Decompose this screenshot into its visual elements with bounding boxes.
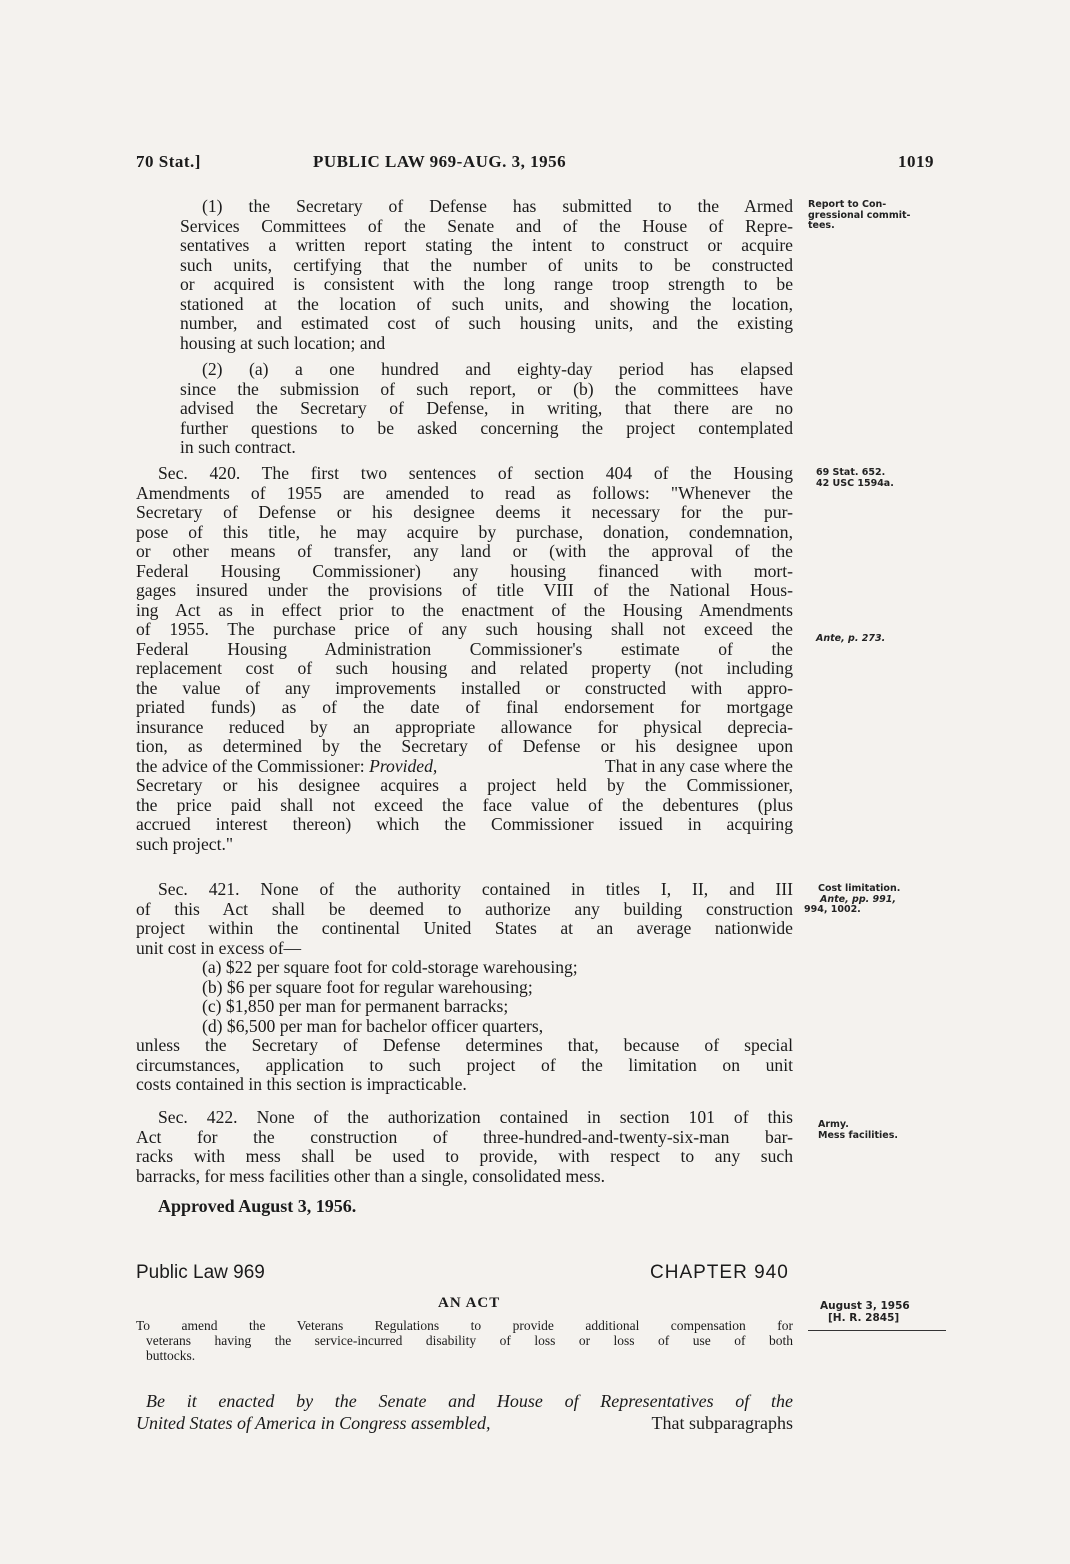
text-line xyxy=(136,1412,793,1434)
note-line: gressional commit- xyxy=(808,209,911,221)
note-line: Army. xyxy=(818,1119,849,1130)
text-line: circumstances, application to such project of the limitation on unit xyxy=(136,1054,793,1075)
text-line: Federal Housing Administration Commissioner's estimate of the xyxy=(136,638,793,659)
note-line: Mess facilities. xyxy=(818,1129,898,1141)
text-line: of this Act shall be deemed to authorize any building construction xyxy=(136,898,793,919)
enact-italic: United States of America in Congress assembled, xyxy=(136,1413,491,1433)
text-line: Services Committees of the Senate and of the House of Repre- xyxy=(180,215,793,236)
note-line: Ante, pp. 991, xyxy=(820,893,896,905)
text-line: since the submission of such report, or (b) the committees have xyxy=(180,378,793,399)
text-line: in such contract. xyxy=(180,437,296,457)
text-line: Amendments of 1955 are amended to read as follows: "Whenever the xyxy=(136,482,793,503)
text-line: stationed at the location of such units, and showing the location, xyxy=(180,293,793,314)
section-420 xyxy=(136,464,793,854)
header-volume: 70 Stat.] xyxy=(136,152,201,171)
an-act-heading: AN ACT xyxy=(438,1295,501,1311)
enacting-clause xyxy=(136,1390,793,1434)
text-line: buttocks. xyxy=(146,1348,196,1363)
act-title xyxy=(136,1318,793,1363)
text-line: advised the Secretary of Defense, in writing, that there are no xyxy=(180,398,793,418)
text-line: (2) (a) a one hundred and eighty-day period has elapsed xyxy=(202,359,793,379)
section-422 xyxy=(136,1108,793,1186)
text-line: gages insured under the provisions of title VIII of the National Hous- xyxy=(136,580,793,600)
approved-line: Approved August 3, 1956. xyxy=(158,1196,357,1216)
margin-note-report xyxy=(808,200,910,232)
margin-note-stat xyxy=(816,468,894,489)
note-line: 42 USC 1594a. xyxy=(816,477,894,489)
paragraph-1 xyxy=(180,197,793,353)
list-item: (d) $6,500 per man for bachelor officer quarters, xyxy=(202,1015,544,1036)
text-line: housing at such location; and xyxy=(180,332,386,353)
text-line: Act for the construction of three-hundred-and-twenty-six-man bar- xyxy=(136,1126,793,1147)
proviso-italic: Provided, xyxy=(369,755,438,776)
enact-roman: That subparagraphs xyxy=(651,1413,793,1433)
text-line: ing Act as in effect prior to the enactment of the Housing Amendments xyxy=(136,599,793,620)
section-421 xyxy=(136,880,793,958)
text-line: barracks, for mess facilities other than a single, consolidated mess. xyxy=(136,1165,606,1186)
text-line: Sec. 420. The first two sentences of section 404 of the Housing xyxy=(158,463,793,483)
text-line: or acquired is consistent with the long range troop strength to be xyxy=(180,274,793,294)
text-line: pose of this title, he may acquire by purchase, donation, condemnation, xyxy=(136,521,793,542)
header-page-number: 1019 xyxy=(898,152,934,171)
note-line: 994, 1002. xyxy=(804,904,861,915)
margin-note-ante-273: Ante, p. 273. xyxy=(816,633,886,644)
text-line: sentatives a written report stating the intent to construct or acquire xyxy=(180,235,793,255)
list-item: (c) $1,850 per man for permanent barracks; xyxy=(202,996,509,1016)
text-line: Secretary of Defense or his designee deems it necessary for the pur- xyxy=(136,502,793,522)
text-line: the price paid shall not exceed the face value of the debentures (plus xyxy=(136,794,793,815)
text-line: Sec. 421. None of the authority contained in titles I, II, and III xyxy=(158,879,793,899)
proviso-lead xyxy=(136,757,437,777)
note-line: Cost limitation. xyxy=(818,883,901,894)
margin-note-date xyxy=(820,1300,910,1324)
text-line: To amend the Veterans Regulations to provide additional compensation for xyxy=(136,1318,793,1333)
text-line: or other means of transfer, any land or (with the approval of the xyxy=(136,541,793,561)
text-line: project within the continental United States at an average nationwide xyxy=(136,918,793,938)
margin-note-cost xyxy=(804,883,901,916)
note-line: August 3, 1956 xyxy=(820,1300,910,1312)
text-line: the value of any improvements installed or constructed with appro- xyxy=(136,677,793,698)
text-line: replacement cost of such housing and related property (not including xyxy=(136,658,793,678)
text-line: insurance reduced by an appropriate allowance for physical deprecia- xyxy=(136,716,793,737)
text-line-proviso xyxy=(136,757,793,777)
note-line: 69 Stat. 652. xyxy=(816,467,886,478)
section-421-tail xyxy=(136,1036,793,1095)
proviso-text-a: the advice of the Commissioner: xyxy=(136,755,370,776)
list-item: (b) $6 per square foot for regular warehousing; xyxy=(202,976,533,997)
paragraph-2 xyxy=(180,360,793,458)
text-line: such units, certifying that the number of units to be constructed xyxy=(180,254,793,275)
text-line: Federal Housing Commissioner) any housing financed with mort- xyxy=(136,560,793,581)
text-line: veterans having the service-incurred disability of loss or loss of use of both xyxy=(146,1333,793,1348)
text-line: such project." xyxy=(136,833,234,854)
margin-rule xyxy=(808,1330,946,1331)
text-line: priated funds) as of the date of final endorsement for mortgage xyxy=(136,697,793,717)
text-line: unless the Secretary of Defense determines that, because of special xyxy=(136,1035,793,1055)
text-line: Secretary or his designee acquires a project held by the Commissioner, xyxy=(136,775,793,795)
list-item: (a) $22 per square foot for cold-storage warehousing; xyxy=(202,957,578,977)
text-line: (1) the Secretary of Defense has submitted to the Armed xyxy=(202,196,793,216)
text-line: Sec. 422. None of the authorization contained in section 101 of this xyxy=(158,1107,793,1127)
chapter-label: CHAPTER 940 xyxy=(650,1262,789,1283)
text-line: further questions to be asked concerning the project contemplated xyxy=(180,417,793,438)
text-line: tion, as determined by the Secretary of Defense or his designee upon xyxy=(136,736,793,756)
header-title: PUBLIC LAW 969-AUG. 3, 1956 xyxy=(313,152,567,171)
text-line: of 1955. The purchase price of any such housing shall not exceed the xyxy=(136,619,793,639)
note-line: Report to Con- xyxy=(808,199,887,210)
text-line: accrued interest thereon) which the Commissioner issued in acquiring xyxy=(136,814,793,834)
margin-note-army xyxy=(818,1120,898,1141)
proviso-text-c: That in any case where the xyxy=(604,755,793,776)
section-421-items xyxy=(202,958,762,1036)
note-line: [H. R. 2845] xyxy=(828,1312,900,1324)
text-line: number, and estimated cost of such housing units, and the existing xyxy=(180,313,793,333)
text-line: unit cost in excess of— xyxy=(136,937,302,958)
public-law-label: Public Law 969 xyxy=(136,1262,265,1283)
text-line: racks with mess shall be used to provide, with respect to any such xyxy=(136,1146,793,1166)
text-line: Be it enacted by the Senate and House of Representatives of the xyxy=(146,1391,793,1411)
text-line: costs contained in this section is impracticable. xyxy=(136,1074,467,1094)
note-line: tees. xyxy=(808,220,835,231)
